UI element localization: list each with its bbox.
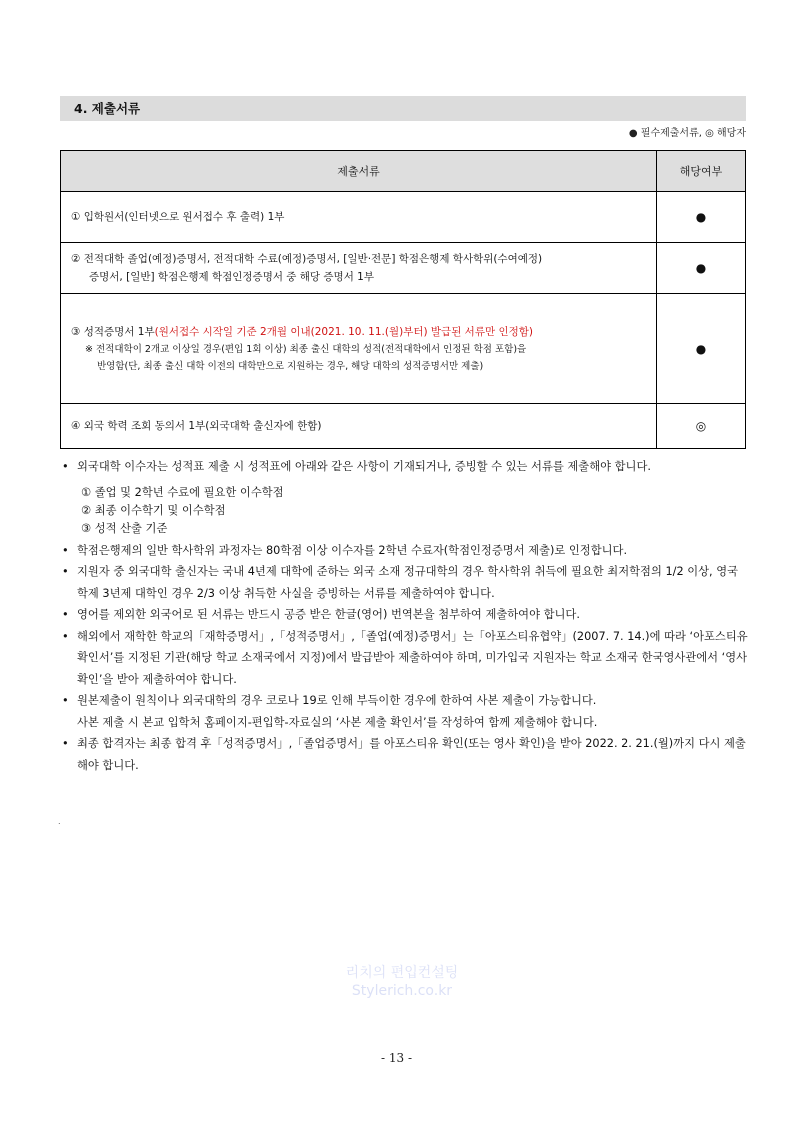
row-1-line: ① 입학원서(인터넷으로 원서접수 후 출력) 1부 — [71, 211, 285, 223]
requirement-1: ① 졸업 및 2학년 수료에 필요한 이수학점 — [81, 485, 284, 499]
required-mark: ● — [657, 192, 746, 243]
applicable-mark: ◎ — [657, 404, 746, 449]
requirement-3: ③ 성적 산출 기준 — [81, 521, 168, 535]
required-mark: ● — [657, 294, 746, 404]
row-3-note-1: ※ 전적대학이 2개교 이상일 경우(편입 1회 이상) 최종 출신 대학의 성적(전적대학에서 인정된 학점 포함)을 — [85, 343, 527, 355]
note-item — [62, 690, 748, 733]
documents-table — [60, 150, 746, 449]
required-mark: ● — [657, 243, 746, 294]
section-title: 4. 제출서류 — [60, 96, 746, 121]
note-copy-line-2: 사본 제출 시 본교 입학처 홈페이지-편입학-자료실의 ‘사본 제출 확인서’를 작성하여 함께 제출해야 합니다. — [77, 715, 598, 729]
header-applicability: 해당여부 — [657, 151, 746, 192]
note-item: • 영어를 제외한 외국어로 된 서류는 반드시 공증 받은 한글(영어) 번역본을 첨부하여 제출하여야 합니다. — [62, 604, 748, 626]
row-3-note-2: 반영함(단, 최종 출신 대학 이전의 대학만으로 지원하는 경우, 해당 대학의 성적증명서만 제출) — [97, 360, 484, 372]
note-item: • 지원자 중 외국대학 출신자는 국내 4년제 대학에 준하는 외국 소재 정규대학의 경우 학사학위 취득에 필요한 최저학점의 1/2 이상, 영국학제 3년제 대학인 경우 2/3 이상 취득한 사실을 증빙하는 서류를 제출하여야 합니다. — [62, 561, 748, 604]
note-foreign-transcript: • 외국대학 이수자는 성적표 제출 시 성적표에 아래와 같은 사항이 기재되거나, 증빙할 수 있는 서류를 제출해야 합니다. — [77, 460, 651, 473]
page-number: - 13 - — [380, 1051, 412, 1065]
table-header-row — [61, 151, 746, 192]
table-row — [61, 404, 746, 449]
row-3-line-1 — [71, 323, 646, 341]
row-3-label: ③ 성적증명서 1부 — [71, 325, 155, 338]
watermark-line-1: 리치의 편입컨설팅 — [345, 965, 459, 981]
stray-dot: . — [58, 817, 61, 826]
row-2-text — [61, 243, 657, 294]
note-item: • 최종 합격자는 최종 합격 후「성적증명서」,「졸업증명서」를 아포스티유 확인(또는 영사 확인)을 받아 2022. 2. 21.(월)까지 다시 제출해야 합니다. — [62, 733, 748, 776]
note-item — [62, 456, 748, 538]
header-documents: 제출서류 — [61, 151, 657, 192]
requirement-2: ② 최종 이수학기 및 이수학점 — [81, 503, 226, 517]
note-item: • 해외에서 재학한 학교의「재학증명서」,「성적증명서」,「졸업(예정)증명서」는「아포스티유협약」(2007. 7. 14.)에 따라 ‘아포스티유 확인서’를 지정된 기관(해당 학교 소재국에서 지정)에서 발급받아 제출하여야 하며, 미가입국 지원자는 학교 소재국 한국영사관에서 ‘영사 확인’을 받아 제출하여야 합니다. — [62, 626, 748, 691]
note-copy-line-1: • 원본제출이 원칙이나 외국대학의 경우 코로나 19로 인해 부득이한 경우에 한하여 사본 제출이 가능합니다. — [77, 694, 597, 707]
table-row — [61, 294, 746, 404]
transcript-requirements — [77, 484, 748, 538]
table-row — [61, 192, 746, 243]
row-2-line-2: 증명서, [일반] 학점은행제 학점인정증명서 중 해당 증명서 1부 — [89, 271, 375, 283]
watermark-line-2: Stylerich.co.kr — [351, 983, 453, 999]
row-2-line-1: ② 전적대학 졸업(예정)증명서, 전적대학 수료(예정)증명서, [일반·전문] 학점은행제 학사학위(수여예정) — [71, 253, 543, 265]
row-1-text — [61, 192, 657, 243]
row-4-text — [61, 404, 657, 449]
watermark — [312, 964, 492, 1000]
row-4-line: ④ 외국 학력 조회 동의서 1부(외국대학 출신자에 한함) — [71, 420, 322, 432]
row-3-text — [61, 294, 657, 404]
note-item: • 학점은행제의 일반 학사학위 과정자는 80학점 이상 이수자를 2학년 수료자(학점인정증명서 제출)로 인정합니다. — [62, 540, 748, 562]
legend: ● 필수제출서류, ◎ 해당자 — [628, 128, 746, 139]
notes-list — [62, 456, 748, 776]
row-3-highlight: (원서접수 시작일 기준 2개월 이내(2021. 10. 11.(월)부터) 발급된 서류만 인정함) — [154, 325, 533, 338]
table-row — [61, 243, 746, 294]
